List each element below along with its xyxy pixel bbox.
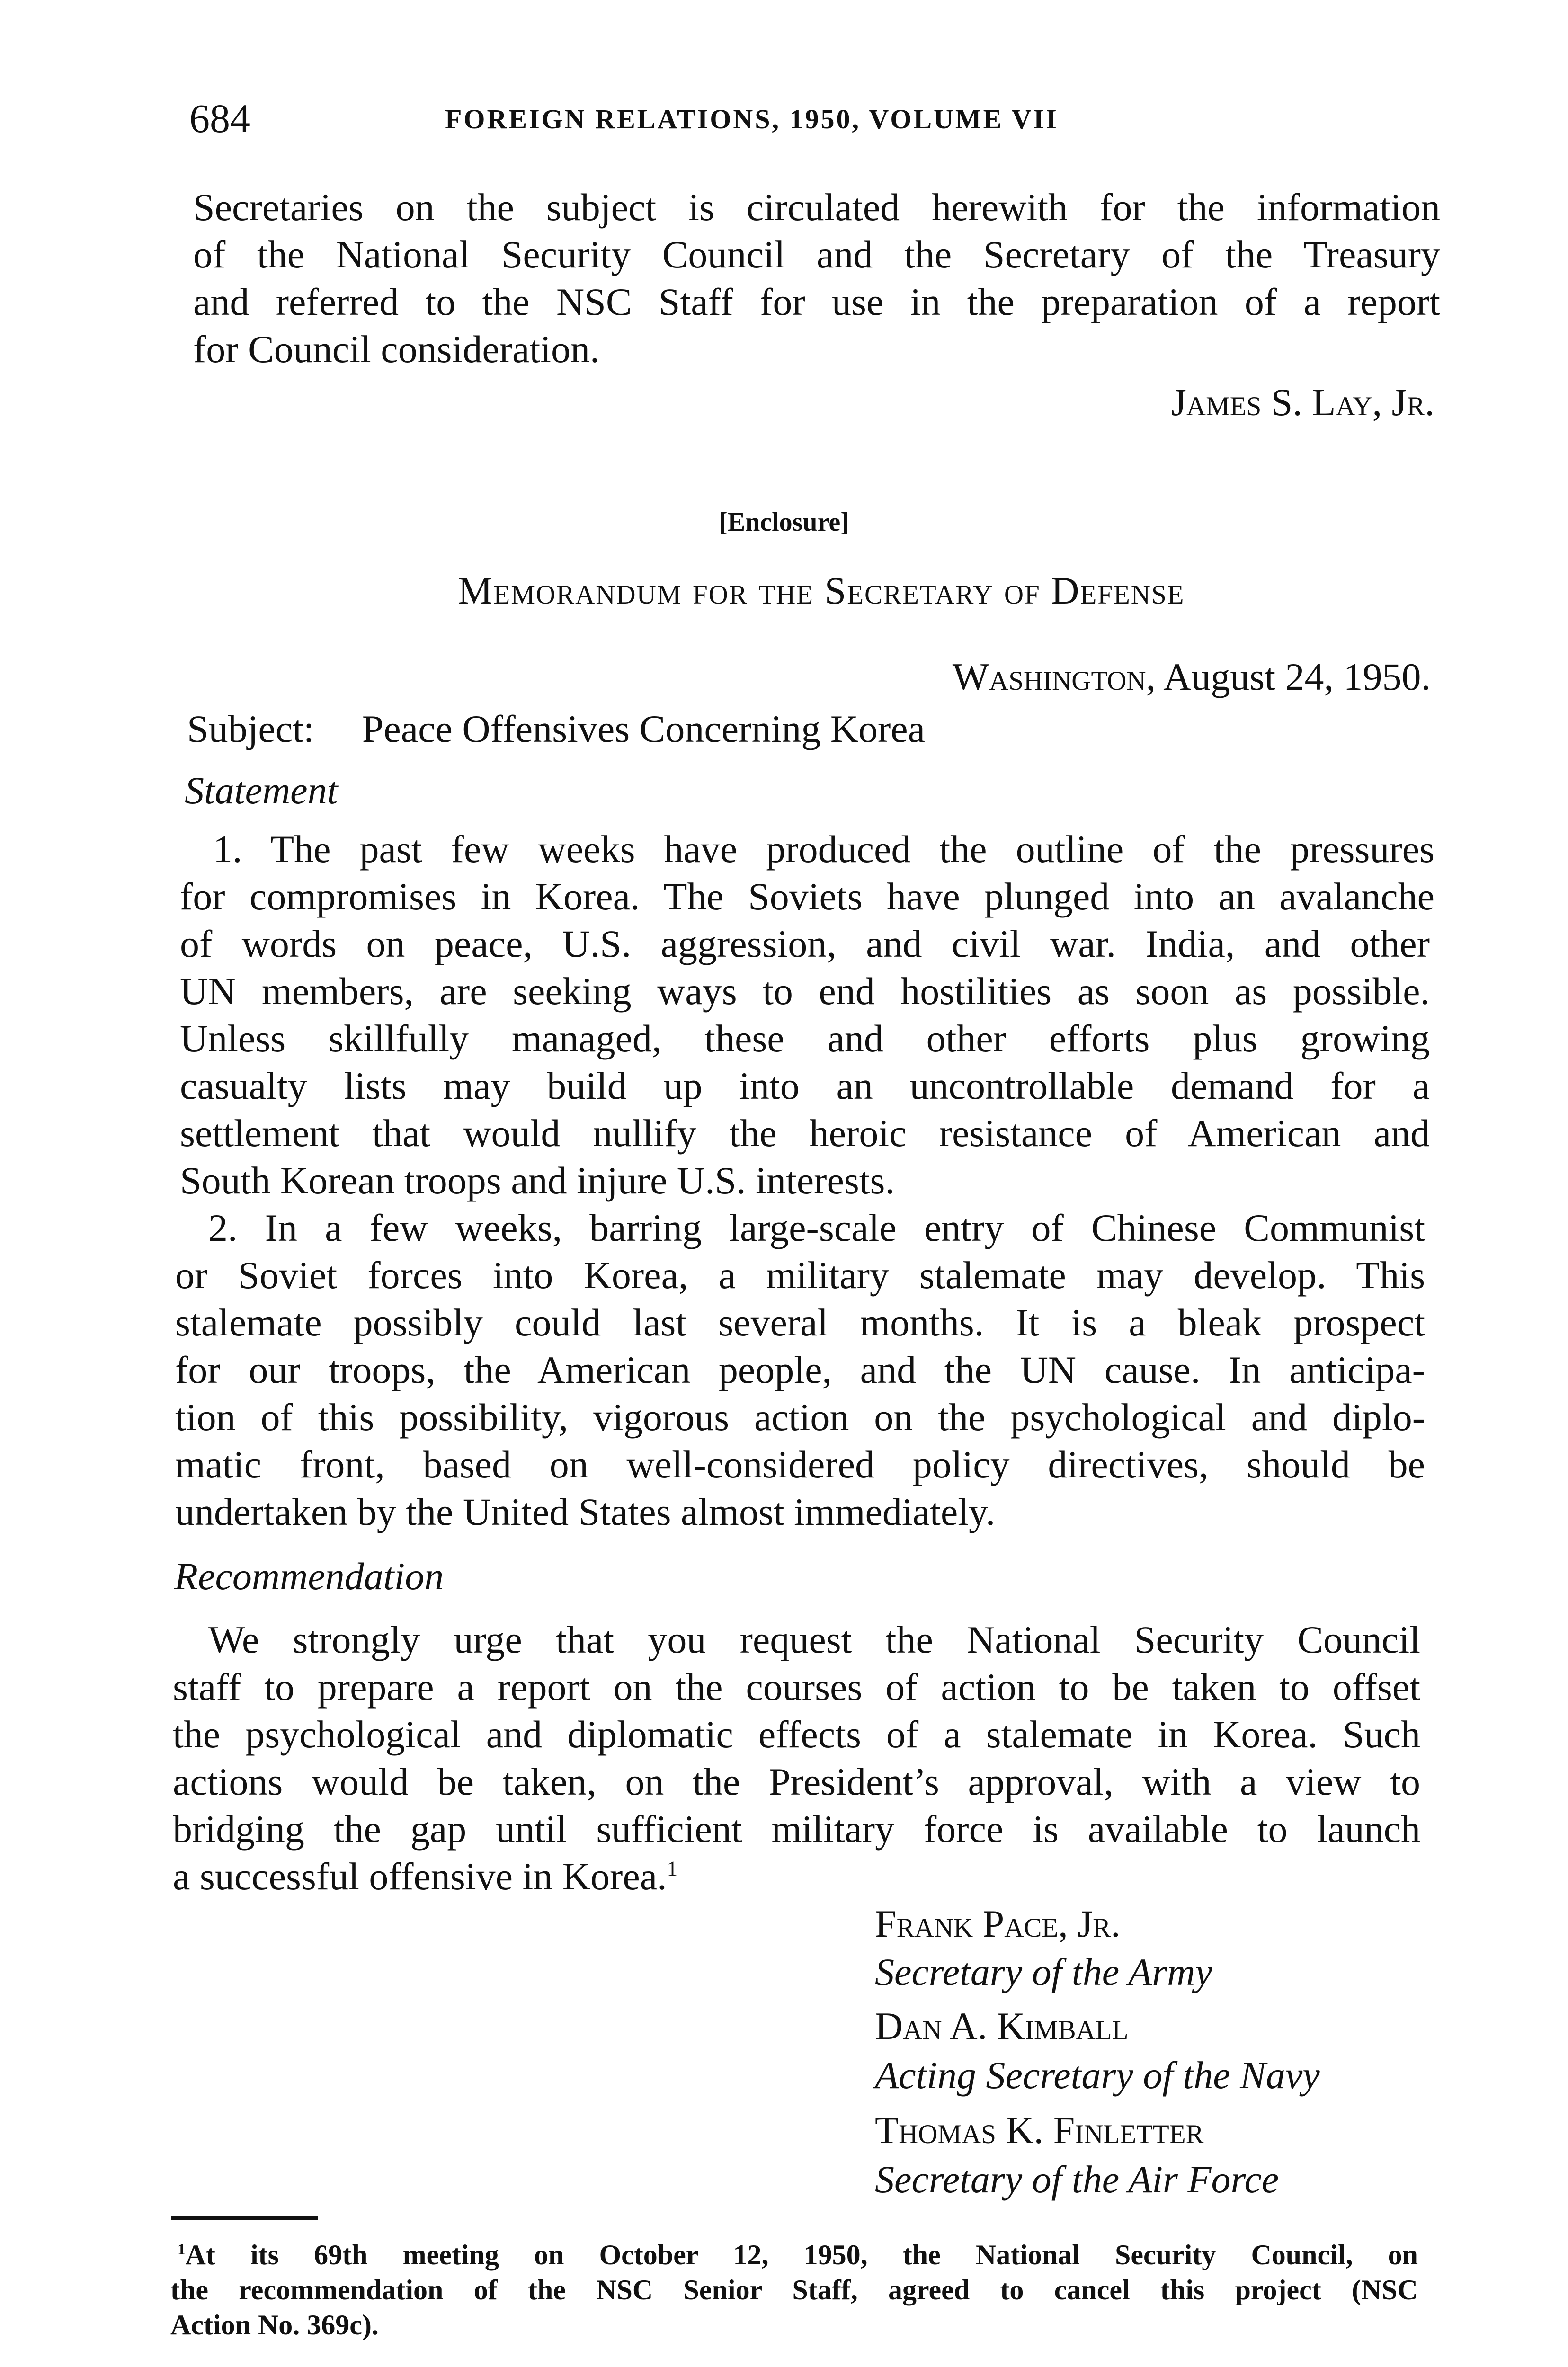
signatory-title: Acting Secretary of the Navy — [875, 2054, 1320, 2097]
subject-line — [187, 705, 925, 753]
running-head: FOREIGN RELATIONS, 1950, VOLUME VII — [445, 104, 1059, 134]
para2-line: 2. In a few weeks, barring large-scale entry of Chinese Communist — [208, 1206, 1425, 1249]
para3-line: bridging the gap until sufficient military force is available to launch — [173, 1807, 1420, 1851]
footnote-rule — [171, 2216, 318, 2220]
signatory-name: Frank Pace, Jr. — [875, 1902, 1121, 1945]
para1-line: 1. The past few weeks have produced the outline of the pressures — [213, 828, 1434, 871]
recommendation-heading: Recommendation — [174, 1555, 444, 1598]
para2-line: or Soviet forces into Korea, a military stalemate may develop. This — [175, 1254, 1425, 1297]
para3-line — [173, 1853, 677, 1900]
para1-line: for compromises in Korea. The Soviets have plunged into an avalanche — [180, 875, 1434, 918]
footnote-marker: 1 — [178, 2241, 186, 2258]
statement-heading: Statement — [185, 769, 338, 812]
dateline — [953, 653, 1431, 701]
para1-line: South Korean troops and injure U.S. interests. — [180, 1159, 895, 1202]
footnote-reference: 1 — [667, 1857, 678, 1881]
page-header — [189, 95, 1449, 142]
footnote-text: At its 69th meeting on October 12, 1950, the National Security Council, on — [185, 2239, 1418, 2270]
para1-line: settlement that would nullify the heroic resistance of American and — [180, 1112, 1430, 1155]
para1-line: Unless skillfully managed, these and other efforts plus growing — [180, 1017, 1430, 1060]
signatory-name: Dan A. Kimball — [875, 2004, 1129, 2047]
footnote-line: the recommendation of the NSC Senior Staff, agreed to cancel this project (NSC — [170, 2274, 1418, 2305]
signatory-title: Secretary of the Army — [875, 1950, 1212, 1993]
subject-text: Peace Offensives Concerning Korea — [362, 707, 926, 750]
para1-line: UN members, are seeking ways to end hostilities as soon as possible. — [180, 970, 1430, 1013]
dateline-place: Washington, — [952, 655, 1156, 698]
para3-last-text: a successful offensive in Korea. — [173, 1855, 667, 1898]
para2-line: for our troops, the American people, and the UN cause. In anticipa- — [175, 1348, 1425, 1391]
para3-line: We strongly urge that you request the National Security Council — [208, 1618, 1420, 1661]
intro-line: for Council consideration. — [193, 328, 600, 371]
para2-line: stalemate possibly could last several months. It is a bleak prospect — [175, 1301, 1425, 1344]
para1-line: casualty lists may build up into an uncontrollable demand for a — [180, 1064, 1430, 1107]
subject-label: Subject: — [187, 707, 314, 750]
page-number: 684 — [189, 96, 250, 141]
signatory-name: Thomas K. Finletter — [875, 2109, 1204, 2152]
para2-line: tion of this possibility, vigorous action on the psychological and diplo- — [175, 1396, 1425, 1439]
para2-line: undertaken by the United States almost immediately. — [175, 1490, 996, 1533]
para3-line: staff to prepare a report on the courses of action to be taken to offset — [173, 1665, 1420, 1709]
para2-line: matic front, based on well-considered policy directives, should be — [175, 1443, 1425, 1486]
memo-title: Memorandum for the Secretary of Defense — [458, 569, 1185, 612]
signatory-title: Secretary of the Air Force — [875, 2158, 1279, 2201]
para3-line: actions would be taken, on the President’s approval, with a view to — [173, 1760, 1420, 1803]
intro-line: Secretaries on the subject is circulated herewith for the information — [193, 186, 1440, 229]
dateline-date: August 24, 1950. — [1163, 655, 1431, 698]
signature-lay: James S. Lay, Jr. — [1171, 381, 1434, 424]
footnote-line — [178, 2237, 1418, 2272]
para3-line: the psychological and diplomatic effects of a stalemate in Korea. Such — [173, 1713, 1420, 1756]
para1-line: of words on peace, U.S. aggression, and civil war. India, and other — [180, 922, 1430, 965]
enclosure-label: [Enclosure] — [719, 507, 849, 537]
intro-line: and referred to the NSC Staff for use in the preparation of a report — [193, 280, 1440, 323]
footnote-line: Action No. 369c). — [170, 2309, 379, 2340]
intro-line: of the National Security Council and the Secretary of the Treasury — [193, 233, 1440, 276]
